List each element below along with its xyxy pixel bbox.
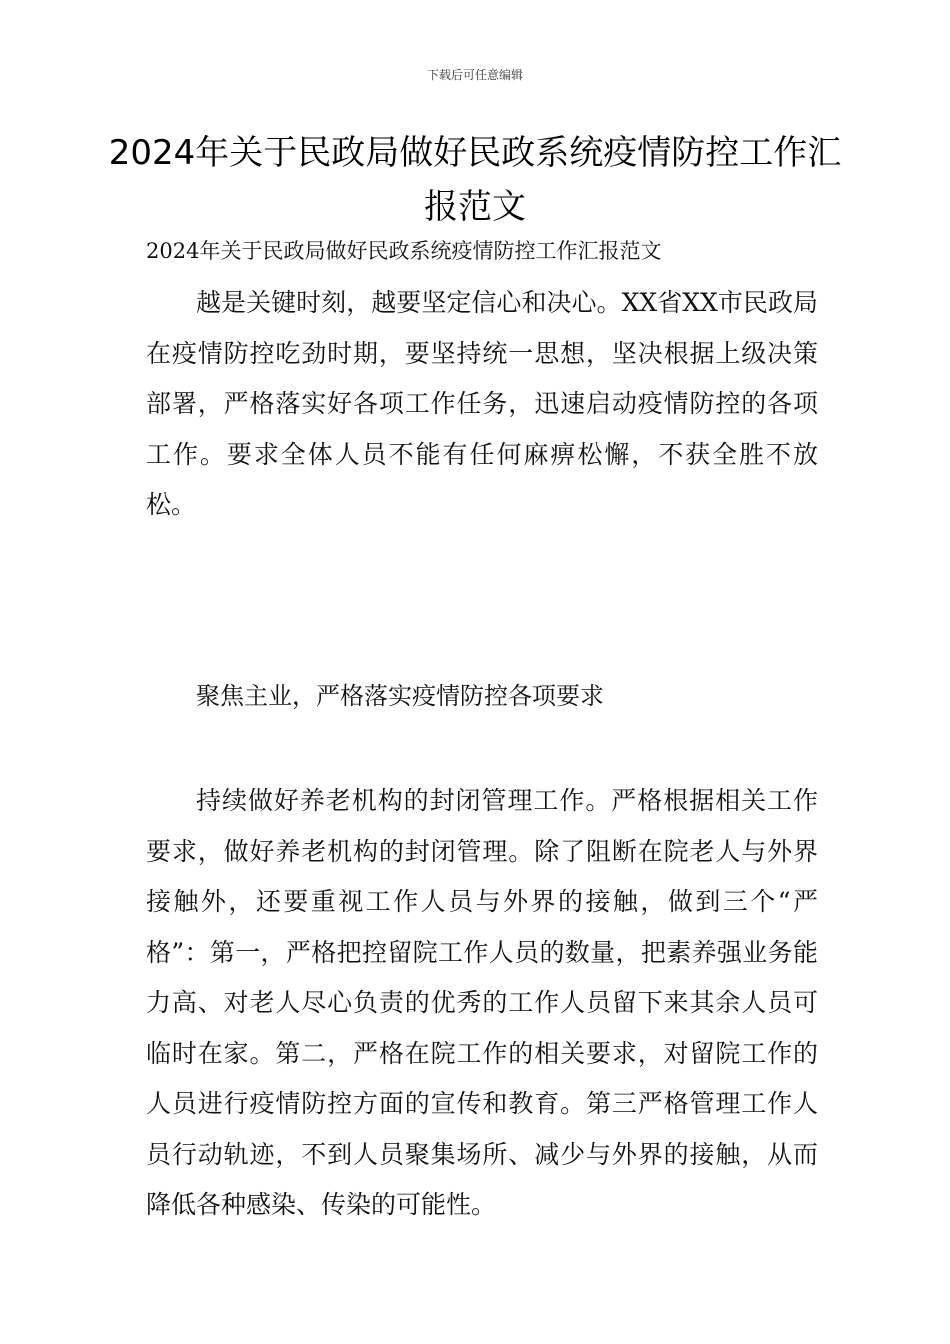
document-subtitle: 2024年关于民政局做好民政系统疫情防控工作汇报范文 [146,239,662,263]
section-heading: 聚焦主业，严格落实疫情防控各项要求 [196,682,604,710]
body-paragraph: 持续做好养老机构的封闭管理工作。严格根据相关工作要求，做好养老机构的封闭管理。除了阻断在院老人与外界接触外，还要重视工作人员与外界的接触，做到三个“严格”：第一，严格把控留院工作人员的数量，把素养强业务能力高、对老人尽心负责的优秀的工作人员留下来其余人员可临时在家。第二，严格在院工作的相关要求，对留院工作的人员进行疫情防控方面的宣传和教育。第三严格管理工作人员行动轨迹，不到人员聚集场所、减少与外界的接触，从而降低各种感染、传染的可能性。 [146,786,818,1219]
intro-paragraph: 越是关键时刻，越要坚定信心和决心。XX省XX市民政局在疫情防控吃劲时期，要坚持统一思想，坚决根据上级决策部署，严格落实好各项工作任务，迅速启动疫情防控的各项工作。要求全体人员不能有任何麻痹松懈，不获全胜不放松。 [146,288,818,519]
document-title: 2024年关于民政局做好民政系统疫情防控工作汇报范文 [108,133,842,227]
page-header-note: 下载后可任意编辑 [426,68,523,82]
